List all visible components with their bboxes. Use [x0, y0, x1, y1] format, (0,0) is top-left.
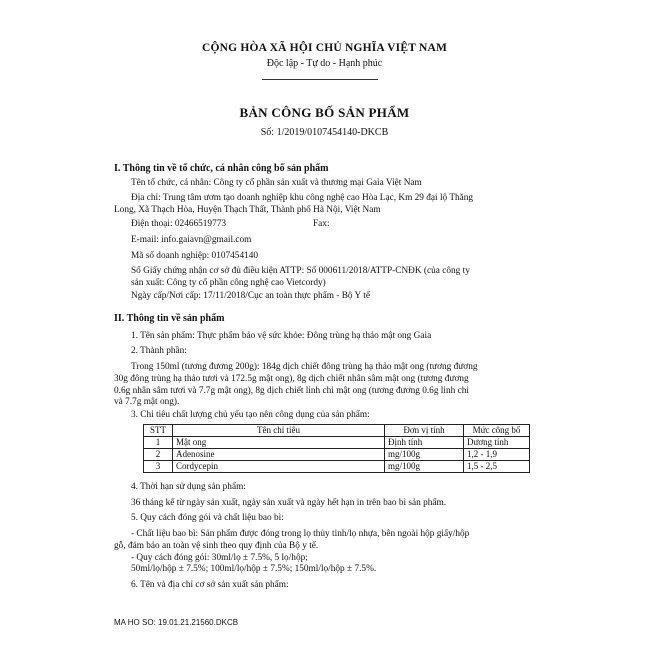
cell-unit: mg/100g	[385, 461, 464, 473]
cell-stt: 2	[144, 449, 173, 461]
cell-level: 1,2 - 1,9	[464, 449, 530, 461]
header-name: Tên chỉ tiêu	[173, 425, 385, 437]
cell-stt: 3	[144, 461, 173, 473]
document-title: BẢN CÔNG BỐ SẢN PHẨM	[239, 105, 410, 120]
shelf-life: 36 tháng kể từ ngày sản xuất, ngày sản xuất và ngày hết hạn in trên bao bì sản phẩm.	[131, 498, 447, 508]
header-stt: STT	[144, 425, 173, 437]
cell-unit: mg/100g	[385, 449, 464, 461]
ingredients-line-3: 0.6g nhân sâm tươi và 7.7g mật ong), 8g dịch chiết linh chi mật ong (tương đương 0.6g linh chi	[114, 386, 469, 396]
document-number: Số: 1/2019/0107454140-DKCB	[260, 127, 389, 138]
header-divider	[262, 79, 378, 80]
table-row	[144, 449, 530, 461]
table-header-row	[144, 425, 530, 437]
manufacturer-label: 6. Tên và địa chỉ cơ sở sản xuất sản phẩm:	[131, 580, 289, 590]
email: E-mail: info.gaiavn@gmail.com	[131, 235, 252, 245]
cell-level: 1,5 - 2,5	[464, 461, 530, 473]
cell-unit: Định tính	[385, 437, 464, 449]
cell-level: Dương tính	[464, 437, 530, 449]
table-row	[144, 461, 530, 473]
certificate-line-2: sản xuất: Công ty cổ phần công nghệ cao Vietcordy)	[131, 278, 326, 288]
packaging-label: 5. Quy cách đóng gói và chất liệu bao bì:	[131, 513, 284, 523]
ingredients-label: 2. Thành phần:	[131, 346, 187, 356]
header-unit: Đơn vị tính	[385, 425, 464, 437]
packaging-line-3: - Quy cách đóng gói: 30ml/lọ ± 7.5%, 5 lọ/hộp;	[131, 553, 308, 563]
ingredients-line-1: Trong 150ml (tương đương 200g): 184g dịch chiết đông trùng hạ thảo mật ong (tương đương	[131, 362, 478, 372]
quality-label: 3. Chỉ tiêu chất lượng chủ yếu tạo nên công dụng của sản phẩm:	[131, 410, 370, 420]
national-title: CỘNG HÒA XÃ HỘI CHỦ NGHĨA VIỆT NAM	[201, 42, 448, 54]
record-number: MA HO SO: 19.01.21.21560.DKCB	[114, 618, 239, 627]
address-line-1: Địa chỉ: Trung tâm ươm tạo doanh nghiệp khu công nghệ cao Hòa Lạc, Km 29 đại lộ Thăng	[131, 193, 474, 203]
shelf-life-label: 4. Thời hạn sử dụng sản phẩm:	[131, 482, 246, 492]
packaging-line-4: 50ml/lọ/hộp ± 7.5%; 100ml/lọ/hộp ± 7.5%; 150ml/lọ/hộp ± 7.5%.	[131, 564, 377, 574]
phone: Điện thoại: 02466519773	[131, 219, 227, 229]
section-1-heading: I. Thông tin về tổ chức, cá nhân công bố sản phẩm	[114, 163, 329, 174]
quality-table	[143, 424, 530, 473]
cell-name: Cordycepin	[173, 461, 385, 473]
cell-name: Adenosine	[173, 449, 385, 461]
cell-name: Mật ong	[173, 437, 385, 449]
table-row	[144, 437, 530, 449]
address-line-2: Long, Xã Thạch Hòa, Huyện Thạch Thất, Thành phố Hà Nội, Việt Nam	[114, 205, 381, 215]
header-level: Mức công bố	[464, 425, 530, 437]
ingredients-line-2: 30g đông trùng hạ thảo tươi và 172.5g mật ong), 8g dịch chiết nhân sâm mật ong (tương đương	[114, 374, 469, 384]
national-motto: Độc lập - Tự do - Hạnh phúc	[266, 58, 383, 69]
issue-info: Ngày cấp/Nơi cấp: 17/11/2018/Cục an toàn thực phẩm - Bộ Y tế	[131, 291, 370, 301]
cell-stt: 1	[144, 437, 173, 449]
packaging-line-2: gỗ, đảm bảo an toàn vệ sinh theo quy định của Bộ y tế.	[114, 541, 319, 551]
product-name: 1. Tên sản phẩm: Thực phẩm bảo vệ sức khỏe: Đông trùng hạ thảo mật ong Gaia	[131, 331, 432, 341]
section-2-heading: II. Thông tin về sản phẩm	[114, 313, 225, 324]
org-name: Tên tổ chức, cá nhân: Công ty cổ phần sản xuất và thương mại Gaia Việt Nam	[131, 178, 422, 188]
packaging-line-1: - Chất liệu bao bì: Sản phẩm được đóng trong lọ thủy tinh/lọ nhựa, bên ngoài hộp giấy/hộp	[131, 529, 470, 539]
fax: Fax:	[313, 219, 330, 229]
certificate-line-1: Số Giấy chứng nhận cơ sở đủ điều kiện ATTP: Số 000611/2018/ATTP-CNĐK (của công ty	[131, 266, 470, 276]
tax-code: Mã số doanh nghiệp: 0107454140	[131, 251, 259, 261]
ingredients-line-4: và 7.7g mật ong).	[114, 397, 180, 407]
